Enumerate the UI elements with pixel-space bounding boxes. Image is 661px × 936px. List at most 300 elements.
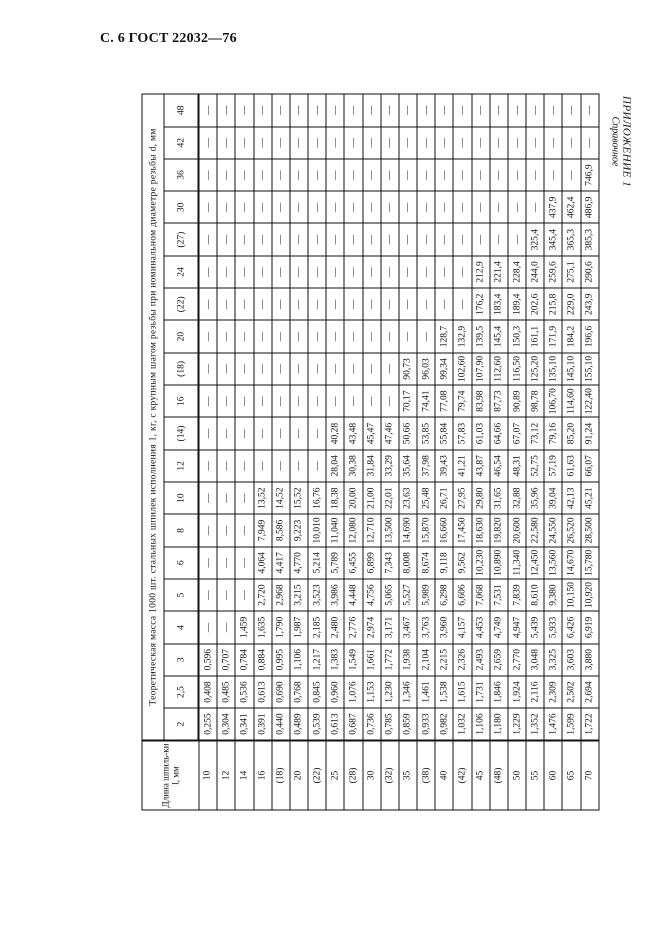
mass-cell: — bbox=[308, 353, 326, 385]
mass-cell: 290,6 bbox=[581, 256, 599, 288]
mass-cell: 5,789 bbox=[326, 547, 344, 579]
appendix-label bbox=[610, 77, 633, 207]
mass-cell: 345,4 bbox=[544, 224, 562, 256]
mass-cell: — bbox=[217, 256, 235, 288]
mass-cell: 47,46 bbox=[381, 417, 399, 449]
mass-cell: 0,995 bbox=[272, 644, 290, 676]
mass-cell: 4,749 bbox=[490, 611, 508, 643]
mass-cell: — bbox=[381, 320, 399, 352]
mass-cell: — bbox=[235, 482, 253, 514]
mass-cell: — bbox=[562, 94, 580, 127]
table-row bbox=[399, 94, 417, 810]
mass-cell: — bbox=[399, 224, 417, 256]
mass-cell: 5,439 bbox=[526, 611, 544, 643]
mass-cell: 7,343 bbox=[381, 547, 399, 579]
mass-cell: — bbox=[326, 288, 344, 320]
mass-cell: — bbox=[490, 94, 508, 127]
mass-cell: 9,380 bbox=[544, 579, 562, 611]
mass-cell: 15,870 bbox=[417, 514, 435, 546]
mass-cell: 2,720 bbox=[254, 579, 272, 611]
mass-cell: — bbox=[217, 127, 235, 159]
mass-cell: 12,710 bbox=[363, 514, 381, 546]
mass-cell: — bbox=[435, 256, 453, 288]
mass-cell: 0,341 bbox=[235, 708, 253, 740]
mass-cell: — bbox=[417, 94, 435, 127]
mass-cell: — bbox=[308, 288, 326, 320]
mass-cell: — bbox=[254, 320, 272, 352]
mass-cell: 8,586 bbox=[272, 514, 290, 546]
mass-cell: 1,938 bbox=[399, 644, 417, 676]
mass-cell: 33,29 bbox=[381, 450, 399, 482]
mass-cell: 91,24 bbox=[581, 417, 599, 449]
mass-cell: 2,659 bbox=[490, 644, 508, 676]
mass-cell: 0,255 bbox=[199, 708, 218, 740]
length-cell: 30 bbox=[363, 741, 381, 811]
mass-cell: 2,493 bbox=[472, 644, 490, 676]
mass-cell: 10,920 bbox=[581, 579, 599, 611]
mass-cell: 1,924 bbox=[508, 676, 526, 708]
mass-cell: 3,763 bbox=[417, 611, 435, 643]
mass-cell: 221,4 bbox=[490, 256, 508, 288]
mass-cell: 43,48 bbox=[344, 417, 362, 449]
mass-cell: 11,040 bbox=[326, 514, 344, 546]
mass-cell: 48,31 bbox=[508, 450, 526, 482]
mass-cell: — bbox=[344, 288, 362, 320]
mass-cell: 5,527 bbox=[399, 579, 417, 611]
mass-cell: 29,80 bbox=[472, 482, 490, 514]
mass-cell: — bbox=[308, 224, 326, 256]
mass-cell: 1,352 bbox=[526, 708, 544, 740]
diameter-header-row bbox=[164, 94, 199, 810]
mass-cell: — bbox=[235, 191, 253, 223]
mass-cell: 107,90 bbox=[472, 353, 490, 385]
mass-cell: — bbox=[453, 191, 471, 223]
mass-cell: — bbox=[272, 191, 290, 223]
mass-cell: — bbox=[344, 224, 362, 256]
mass-cell: — bbox=[235, 417, 253, 449]
mass-cell: — bbox=[472, 159, 490, 191]
table-header-row bbox=[142, 94, 164, 810]
mass-cell: 2,326 bbox=[453, 644, 471, 676]
mass-cell: — bbox=[508, 94, 526, 127]
mass-cell: — bbox=[490, 127, 508, 159]
mass-cell: 26,71 bbox=[435, 482, 453, 514]
mass-cell: — bbox=[217, 353, 235, 385]
mass-cell: 1,106 bbox=[472, 708, 490, 740]
mass-cell: 3,880 bbox=[581, 644, 599, 676]
mass-cell: — bbox=[308, 320, 326, 352]
mass-cell: 64,66 bbox=[490, 417, 508, 449]
mass-cell: — bbox=[272, 450, 290, 482]
mass-cell: 1,106 bbox=[290, 644, 308, 676]
length-cell: (48) bbox=[490, 741, 508, 811]
mass-cell: 11,340 bbox=[508, 547, 526, 579]
mass-cell: — bbox=[344, 127, 362, 159]
mass-cell: — bbox=[199, 353, 218, 385]
mass-cell: — bbox=[508, 127, 526, 159]
mass-cell: — bbox=[272, 159, 290, 191]
mass-cell: 0,859 bbox=[399, 708, 417, 740]
mass-cell: — bbox=[235, 159, 253, 191]
mass-cell: — bbox=[290, 450, 308, 482]
mass-cell: 18,38 bbox=[326, 482, 344, 514]
mass-cell: 125,20 bbox=[526, 353, 544, 385]
diameter-header: 30 bbox=[164, 191, 199, 223]
mass-cell: 1,635 bbox=[254, 611, 272, 643]
mass-cell: 87,73 bbox=[490, 385, 508, 417]
mass-cell: — bbox=[308, 94, 326, 127]
mass-cell: 0,440 bbox=[272, 708, 290, 740]
mass-cell: 16,660 bbox=[435, 514, 453, 546]
mass-cell: 28,04 bbox=[326, 450, 344, 482]
mass-cell: — bbox=[363, 224, 381, 256]
mass-cell: 18,630 bbox=[472, 514, 490, 546]
mass-cell: — bbox=[417, 256, 435, 288]
mass-cell: — bbox=[417, 224, 435, 256]
mass-cell: 50,66 bbox=[399, 417, 417, 449]
mass-cell: — bbox=[217, 450, 235, 482]
appendix-title: ПРИЛОЖЕНИЕ 1 bbox=[620, 95, 633, 188]
mass-cell: 12,080 bbox=[344, 514, 362, 546]
length-cell: 60 bbox=[544, 741, 562, 811]
mass-cell: — bbox=[417, 320, 435, 352]
mass-cell: 184,2 bbox=[562, 320, 580, 352]
mass-cell: — bbox=[272, 320, 290, 352]
mass-cell: — bbox=[199, 547, 218, 579]
length-cell: 65 bbox=[562, 741, 580, 811]
mass-cell: 15,780 bbox=[581, 547, 599, 579]
length-cell: 55 bbox=[526, 741, 544, 811]
mass-cell: — bbox=[235, 288, 253, 320]
table-row bbox=[581, 94, 599, 810]
mass-cell: 1,217 bbox=[308, 644, 326, 676]
mass-cell: 486,9 bbox=[581, 191, 599, 223]
appendix-subtitle: Справочное bbox=[609, 116, 621, 167]
mass-cell: — bbox=[199, 385, 218, 417]
mass-cell: 67,07 bbox=[508, 417, 526, 449]
mass-cell: — bbox=[199, 224, 218, 256]
mass-cell: 3,048 bbox=[526, 644, 544, 676]
mass-cell: 10,150 bbox=[562, 579, 580, 611]
diameter-header: 10 bbox=[164, 482, 199, 514]
mass-cell: — bbox=[490, 159, 508, 191]
mass-cell: 79,16 bbox=[544, 417, 562, 449]
mass-cell: — bbox=[199, 288, 218, 320]
mass-cell: 13,560 bbox=[544, 547, 562, 579]
mass-cell: 2,776 bbox=[344, 611, 362, 643]
mass-cell: — bbox=[272, 353, 290, 385]
mass-cell: 39,04 bbox=[544, 482, 562, 514]
mass-cell: — bbox=[562, 127, 580, 159]
mass-cell: 77,08 bbox=[435, 385, 453, 417]
mass-cell: — bbox=[326, 127, 344, 159]
mass-cell: 5,214 bbox=[308, 547, 326, 579]
mass-cell: — bbox=[508, 191, 526, 223]
mass-cell: 85,20 bbox=[562, 417, 580, 449]
mass-cell: 2,104 bbox=[417, 644, 435, 676]
diameter-header: 36 bbox=[164, 159, 199, 191]
mass-cell: — bbox=[544, 127, 562, 159]
mass-cell: 1,661 bbox=[363, 644, 381, 676]
mass-cell: — bbox=[290, 159, 308, 191]
mass-cell: — bbox=[254, 224, 272, 256]
mass-cell: 8,674 bbox=[417, 547, 435, 579]
mass-cell: — bbox=[235, 94, 253, 127]
mass-cell: — bbox=[217, 514, 235, 546]
mass-cell: 27,95 bbox=[453, 482, 471, 514]
mass-table bbox=[142, 94, 600, 811]
length-cell: 50 bbox=[508, 741, 526, 811]
mass-cell: — bbox=[435, 191, 453, 223]
mass-cell: 212,9 bbox=[472, 256, 490, 288]
mass-cell: 10,890 bbox=[490, 547, 508, 579]
mass-cell: 1,230 bbox=[381, 676, 399, 708]
mass-cell: — bbox=[217, 224, 235, 256]
diameter-header: 6 bbox=[164, 547, 199, 579]
mass-cell: — bbox=[326, 191, 344, 223]
mass-cell: 99,34 bbox=[435, 353, 453, 385]
mass-cell: — bbox=[235, 353, 253, 385]
mass-cell: 0,982 bbox=[435, 708, 453, 740]
mass-cell: — bbox=[453, 288, 471, 320]
mass-cell: — bbox=[344, 353, 362, 385]
mass-cell: — bbox=[490, 224, 508, 256]
mass-cell: 96,03 bbox=[417, 353, 435, 385]
mass-cell: — bbox=[399, 94, 417, 127]
mass-cell: — bbox=[326, 256, 344, 288]
mass-cell: 22,580 bbox=[526, 514, 544, 546]
mass-cell: — bbox=[199, 579, 218, 611]
mass-cell: 5,933 bbox=[544, 611, 562, 643]
mass-cell: 122,40 bbox=[581, 385, 599, 417]
mass-cell: 13,52 bbox=[254, 482, 272, 514]
mass-cell: — bbox=[235, 224, 253, 256]
mass-cell: — bbox=[435, 224, 453, 256]
mass-cell: — bbox=[235, 547, 253, 579]
mass-cell: — bbox=[199, 320, 218, 352]
mass-cell: — bbox=[544, 94, 562, 127]
mass-cell: 1,846 bbox=[490, 676, 508, 708]
mass-cell: 0,613 bbox=[254, 676, 272, 708]
mass-cell: 4,756 bbox=[363, 579, 381, 611]
mass-cell: — bbox=[453, 159, 471, 191]
mass-cell: 57,19 bbox=[544, 450, 562, 482]
mass-cell: — bbox=[508, 224, 526, 256]
mass-cell: 112,60 bbox=[490, 353, 508, 385]
mass-cell: — bbox=[254, 417, 272, 449]
mass-cell: 0,707 bbox=[217, 644, 235, 676]
diameter-header: 24 bbox=[164, 256, 199, 288]
mass-cell: 0,304 bbox=[217, 708, 235, 740]
mass-cell: — bbox=[217, 159, 235, 191]
mass-cell: 1,476 bbox=[544, 708, 562, 740]
mass-cell: — bbox=[562, 159, 580, 191]
mass-cell: — bbox=[254, 94, 272, 127]
mass-cell: 2,185 bbox=[308, 611, 326, 643]
mass-cell: 6,606 bbox=[453, 579, 471, 611]
mass-cell: — bbox=[544, 159, 562, 191]
mass-cell: 70,17 bbox=[399, 385, 417, 417]
mass-cell: — bbox=[326, 94, 344, 127]
mass-cell: 19,820 bbox=[490, 514, 508, 546]
mass-cell: — bbox=[326, 224, 344, 256]
diameter-header: 16 bbox=[164, 385, 199, 417]
table-row bbox=[272, 94, 290, 810]
mass-cell: 0,596 bbox=[199, 644, 218, 676]
mass-cell: — bbox=[344, 385, 362, 417]
mass-cell: — bbox=[217, 611, 235, 643]
mass-cell: 3,960 bbox=[435, 611, 453, 643]
mass-cell: 132,9 bbox=[453, 320, 471, 352]
mass-cell: 1,032 bbox=[453, 708, 471, 740]
mass-cell: 6,899 bbox=[363, 547, 381, 579]
length-cell: 16 bbox=[254, 741, 272, 811]
mass-cell: — bbox=[363, 127, 381, 159]
mass-cell: — bbox=[381, 288, 399, 320]
mass-cell: 20,00 bbox=[344, 482, 362, 514]
mass-cell: — bbox=[199, 482, 218, 514]
mass-cell: — bbox=[235, 579, 253, 611]
mass-cell: — bbox=[381, 159, 399, 191]
mass-cell: — bbox=[290, 127, 308, 159]
mass-cell: 1,346 bbox=[399, 676, 417, 708]
mass-cell: 0,784 bbox=[235, 644, 253, 676]
mass-cell: 15,52 bbox=[290, 482, 308, 514]
table-row bbox=[254, 94, 272, 810]
mass-cell: 1,153 bbox=[363, 676, 381, 708]
mass-cell: — bbox=[217, 579, 235, 611]
mass-cell: — bbox=[326, 385, 344, 417]
mass-cell: — bbox=[199, 450, 218, 482]
mass-cell: 17,450 bbox=[453, 514, 471, 546]
mass-cell: 1,459 bbox=[235, 611, 253, 643]
mass-cell: — bbox=[290, 94, 308, 127]
mass-cell: 2,309 bbox=[544, 676, 562, 708]
mass-cell: — bbox=[453, 256, 471, 288]
mass-cell: — bbox=[381, 353, 399, 385]
mass-cell: 102,60 bbox=[453, 353, 471, 385]
mass-cell: 37,98 bbox=[417, 450, 435, 482]
mass-cell: 25,48 bbox=[417, 482, 435, 514]
length-cell: 10 bbox=[199, 741, 218, 811]
table-title: Теоретическая масса 1000 шт. стальных шпилек исполнения 1, кг, с крупным шагом резьбы при номинальном диаметре резьбы d, мм bbox=[142, 94, 164, 741]
mass-cell: — bbox=[581, 94, 599, 127]
mass-cell: 10,010 bbox=[308, 514, 326, 546]
mass-cell: — bbox=[235, 385, 253, 417]
mass-cell: 3,171 bbox=[381, 611, 399, 643]
table-body bbox=[199, 94, 600, 810]
mass-cell: — bbox=[290, 417, 308, 449]
mass-cell: 1,549 bbox=[344, 644, 362, 676]
mass-cell: 2,770 bbox=[508, 644, 526, 676]
mass-cell: 0,408 bbox=[199, 676, 218, 708]
mass-cell: — bbox=[526, 94, 544, 127]
mass-cell: — bbox=[217, 191, 235, 223]
length-cell: 35 bbox=[399, 741, 417, 811]
mass-cell: 1,229 bbox=[508, 708, 526, 740]
mass-cell: 57,83 bbox=[453, 417, 471, 449]
mass-cell: — bbox=[217, 547, 235, 579]
mass-cell: 128,7 bbox=[435, 320, 453, 352]
mass-cell: 26,520 bbox=[562, 514, 580, 546]
mass-cell: — bbox=[326, 320, 344, 352]
mass-cell: 1,772 bbox=[381, 644, 399, 676]
mass-cell: — bbox=[272, 385, 290, 417]
mass-cell: 55,84 bbox=[435, 417, 453, 449]
mass-cell: — bbox=[453, 94, 471, 127]
mass-cell: — bbox=[381, 385, 399, 417]
mass-cell: 23,63 bbox=[399, 482, 417, 514]
mass-cell: 14,52 bbox=[272, 482, 290, 514]
diameter-header: 2,5 bbox=[164, 676, 199, 708]
mass-cell: 2,974 bbox=[363, 611, 381, 643]
table-row bbox=[326, 94, 344, 810]
mass-cell: — bbox=[344, 320, 362, 352]
mass-cell: 385,3 bbox=[581, 224, 599, 256]
mass-cell: 66,07 bbox=[581, 450, 599, 482]
mass-cell: 275,1 bbox=[562, 256, 580, 288]
mass-cell: 90,89 bbox=[508, 385, 526, 417]
mass-cell: 4,157 bbox=[453, 611, 471, 643]
mass-cell: — bbox=[217, 482, 235, 514]
mass-cell: 0,391 bbox=[254, 708, 272, 740]
mass-cell: — bbox=[453, 127, 471, 159]
mass-cell: 9,562 bbox=[453, 547, 471, 579]
mass-cell: 41,21 bbox=[453, 450, 471, 482]
table-row bbox=[217, 94, 235, 810]
mass-cell: — bbox=[199, 127, 218, 159]
mass-cell: — bbox=[272, 417, 290, 449]
mass-cell: — bbox=[363, 191, 381, 223]
table-row bbox=[344, 94, 362, 810]
mass-cell: 79,74 bbox=[453, 385, 471, 417]
mass-cell: 4,064 bbox=[254, 547, 272, 579]
mass-cell: 2,480 bbox=[326, 611, 344, 643]
mass-cell: — bbox=[199, 417, 218, 449]
mass-cell: 0,736 bbox=[363, 708, 381, 740]
mass-cell: 1,180 bbox=[490, 708, 508, 740]
mass-cell: 0,489 bbox=[290, 708, 308, 740]
mass-cell: 106,70 bbox=[544, 385, 562, 417]
mass-cell: — bbox=[363, 159, 381, 191]
table-row bbox=[235, 94, 253, 810]
mass-cell: 243,9 bbox=[581, 288, 599, 320]
mass-cell: 244,0 bbox=[526, 256, 544, 288]
table-row bbox=[472, 94, 490, 810]
mass-cell: 171,9 bbox=[544, 320, 562, 352]
mass-cell: 365,3 bbox=[562, 224, 580, 256]
mass-cell: — bbox=[472, 127, 490, 159]
mass-cell: — bbox=[217, 385, 235, 417]
mass-cell: 1,599 bbox=[562, 708, 580, 740]
mass-cell: — bbox=[254, 450, 272, 482]
mass-cell: 98,78 bbox=[526, 385, 544, 417]
mass-cell: — bbox=[472, 94, 490, 127]
diameter-header: 42 bbox=[164, 127, 199, 159]
mass-cell: 215,8 bbox=[544, 288, 562, 320]
diameter-header: 2 bbox=[164, 708, 199, 740]
table-row bbox=[363, 94, 381, 810]
length-cell: 70 bbox=[581, 741, 599, 811]
mass-cell: 0,687 bbox=[344, 708, 362, 740]
mass-cell: — bbox=[290, 385, 308, 417]
mass-cell: — bbox=[417, 159, 435, 191]
mass-cell: 61,03 bbox=[472, 417, 490, 449]
mass-cell: 83,98 bbox=[472, 385, 490, 417]
mass-cell: — bbox=[199, 191, 218, 223]
mass-cell: 155,10 bbox=[581, 353, 599, 385]
mass-cell: 325,4 bbox=[526, 224, 544, 256]
